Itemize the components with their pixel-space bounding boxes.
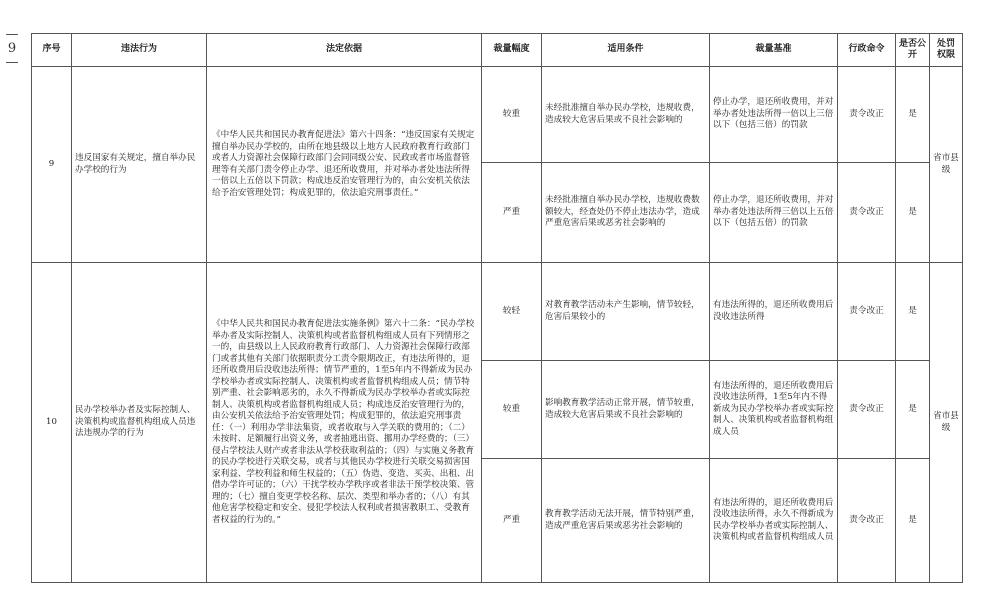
range-cell: 较重	[482, 67, 542, 163]
header-authority: 处罚权限	[930, 34, 963, 67]
table-row	[32, 67, 963, 163]
seq-cell: 9	[32, 67, 72, 263]
seq-cell: 10	[32, 263, 72, 583]
public-cell: 是	[896, 67, 930, 163]
header-standard: 裁量基准	[710, 34, 838, 67]
standard-cell: 停止办学，退还所收费用，并对举办者处违法所得一倍以上三倍以下（包括三倍）的罚款	[710, 67, 838, 163]
condition-cell: 未经批准擅自举办民办学校，违规收费，造成较大危害后果或不良社会影响的	[542, 67, 710, 163]
order-cell: 责令改正	[838, 459, 896, 583]
order-cell: 责令改正	[838, 361, 896, 459]
behavior-cell: 违反国家有关规定，擅自举办民办学校的行为	[72, 67, 207, 263]
condition-cell: 未经批准擅自举办民办学校，违规收费数额较大，经查处仍不停止违法办学，造成严重危害后果或恶劣社会影响的	[542, 163, 710, 263]
standard-cell: 停止办学，退还所收费用，并对举办者处违法所得三倍以上五倍以下（包括五倍）的罚款	[710, 163, 838, 263]
standard-cell: 有违法所得的，退还所收费用后没收违法所得，永久不得新成为民办学校举办者或实际控制人、决策机构或者监督机构组成人员	[710, 459, 838, 583]
order-cell: 责令改正	[838, 67, 896, 163]
header-seq: 序号	[32, 34, 72, 67]
public-cell: 是	[896, 263, 930, 361]
public-cell: 是	[896, 163, 930, 263]
header-behavior: 违法行为	[72, 34, 207, 67]
range-cell: 严重	[482, 163, 542, 263]
header-range: 裁量幅度	[482, 34, 542, 67]
range-cell: 较重	[482, 361, 542, 459]
header-basis: 法定依据	[207, 34, 482, 67]
discretion-standard-table	[31, 33, 963, 583]
range-cell: 较轻	[482, 263, 542, 361]
header-order: 行政命令	[838, 34, 896, 67]
condition-cell: 对教育教学活动未产生影响，情节较轻，危害后果较小的	[542, 263, 710, 361]
public-cell: 是	[896, 459, 930, 583]
behavior-cell: 民办学校举办者及实际控制人、决策机构或监督机构组成人员违法违规办学的行为	[72, 263, 207, 583]
authority-cell: 省市县级	[930, 67, 963, 263]
condition-cell: 教育教学活动无法开展，情节特别严重，造成严重危害后果或恶劣社会影响的	[542, 459, 710, 583]
header-public: 是否公开	[896, 34, 930, 67]
table-row	[32, 263, 963, 361]
range-cell: 严重	[482, 459, 542, 583]
basis-cell: 《中华人民共和国民办教育促进法》第六十四条：“违反国家有关规定擅自举办民办学校的，由所在地县级以上地方人民政府教育行政部门或者人力资源社会保障行政部门会同同级公安、民政或者市场监督管理等有关部门责令停止办学、退还所收费用，并对举办者处违法所得一倍以上五倍以下罚款；构成违反治安管理行为的，由公安机关依法给予治安管理处罚；构成犯罪的，依法追究刑事责任。”	[207, 67, 482, 263]
public-cell: 是	[896, 361, 930, 459]
page-number: — 9 —	[5, 27, 19, 70]
table-header-row	[32, 34, 963, 67]
order-cell: 责令改正	[838, 263, 896, 361]
condition-cell: 影响教育教学活动正常开展，情节较重，造成较大危害后果或不良社会影响的	[542, 361, 710, 459]
authority-cell: 省市县级	[930, 263, 963, 583]
header-condition: 适用条件	[542, 34, 710, 67]
standard-cell: 有违法所得的，退还所收费用后没收违法所得，1至5年内不得新成为民办学校举办者或实际控制人、决策机构或者监督机构组成人员	[710, 361, 838, 459]
basis-cell: 《中华人民共和国民办教育促进法实施条例》第六十二条：“民办学校举办者及实际控制人、决策机构或者监督机构组成人员有下列情形之一的，由县级以上人民政府教育行政部门、人力资源社会保障行政部门或者其他有关部门依据职责分工责令限期改正，有违法所得的，退还所收费用后没收违法所得；情节严重的，1至5年内不得新成为民办学校举办者或实际控制人、决策机构或者监督机构组成人员；情节特别严重、社会影响恶劣的，永久不得新成为民办学校举办者或实际控制人、决策机构或者监督机构组成人员；构成违反治安管理行为的，由公安机关依法给予治安管理处罚；构成犯罪的，依法追究刑事责任：（一）利用办学非法集资，或者收取与入学关联的费用的；（二）未按时、足额履行出资义务，或者抽逃出资、挪用办学经费的；（三）侵占学校法人财产或者非法从学校获取利益的；（四）与实施义务教育的民办学校进行关联交易，或者与其他民办学校进行关联交易损害国家利益、学校利益和师生权益的；（五）伪造、变造、买卖、出租、出借办学许可证的；（六）干扰学校办学秩序或者非法干预学校决策、管理的；（七）擅自变更学校名称、层次、类型和举办者的；（八）有其他危害学校稳定和安全、侵犯学校法人权利或者损害教职工、受教育者权益的行为的。”	[207, 263, 482, 583]
order-cell: 责令改正	[838, 163, 896, 263]
standard-cell: 有违法所得的，退还所收费用后没收违法所得	[710, 263, 838, 361]
